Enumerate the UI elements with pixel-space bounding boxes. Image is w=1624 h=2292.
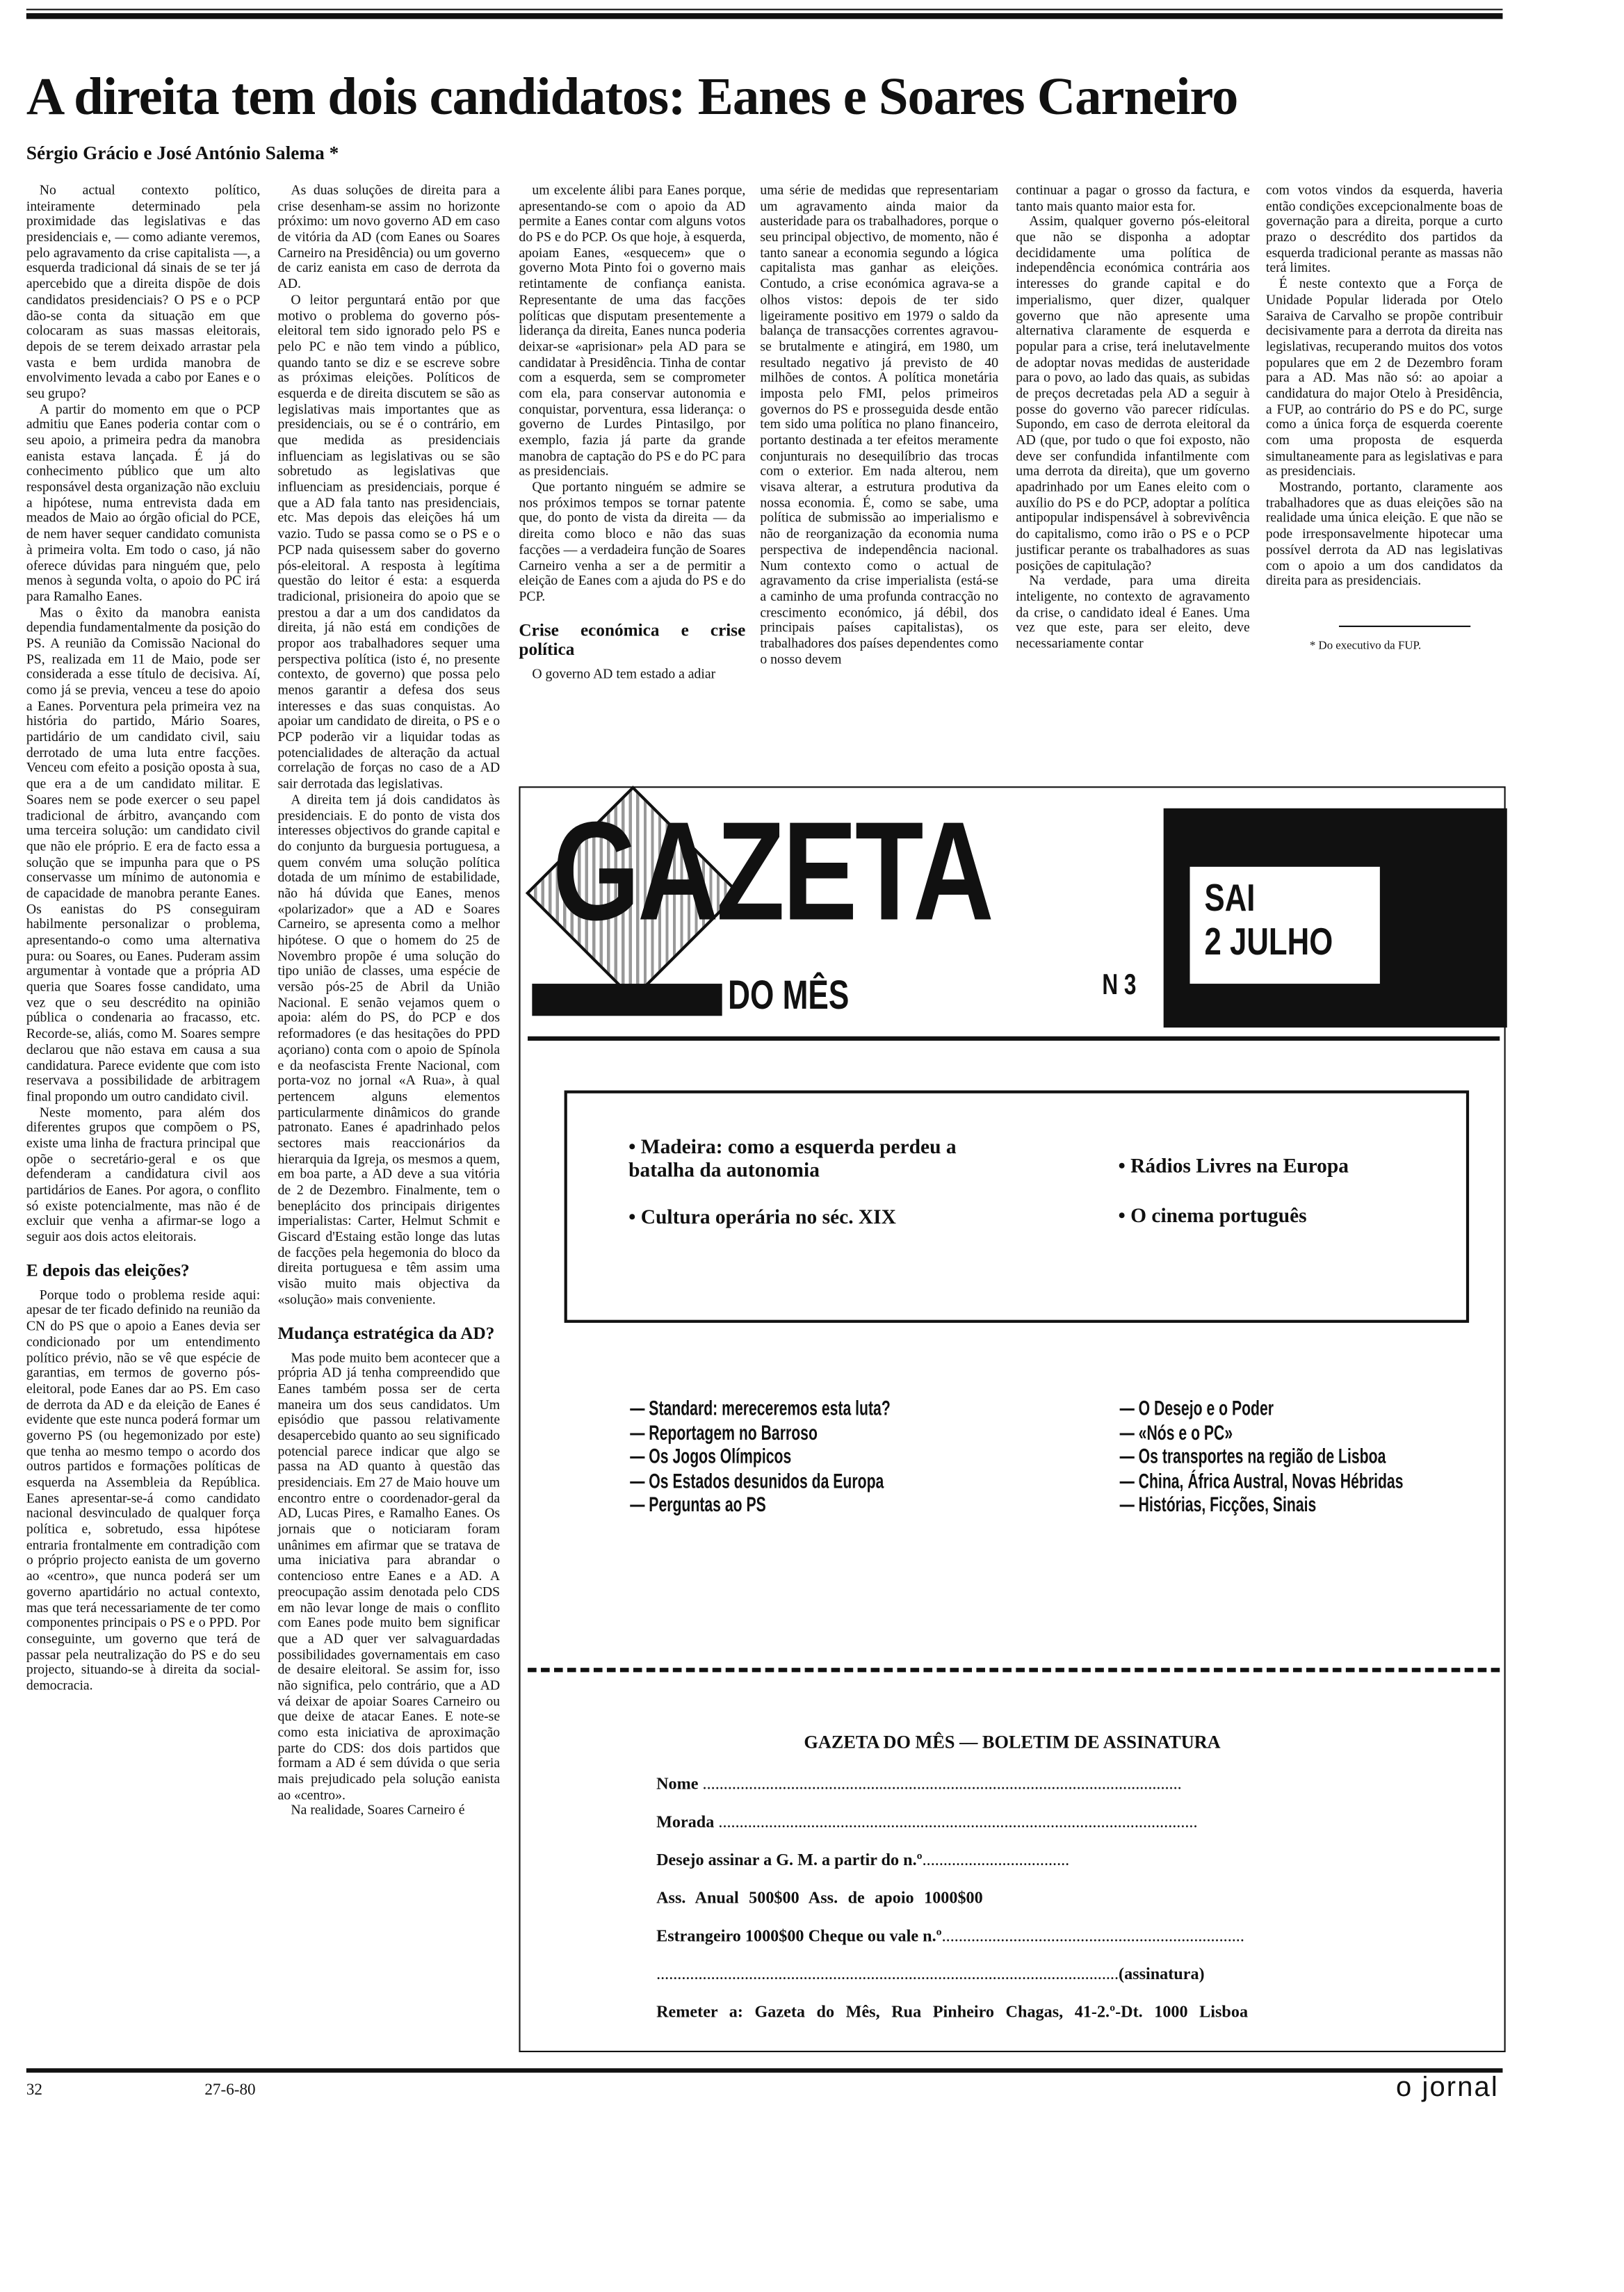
footnote: * Do executivo da FUP.	[1309, 638, 1422, 652]
paragraph: A direita tem já dois candidatos às presidenciais. E do ponto de vista dos interesses objectivos do grande capital e do conjunto da burguesia portuguesa, a quem convém uma solução política dotada de um mínimo de estabilidade, não há dúvida que Eanes, menos «polarizador» que a AD e Soares Carneiro, se apresenta como a melhor hipótese. O que o homem do 25 de Novembro propõe é uma solução do tipo união de classes, uma espécie de versão pós-25 de Abril da União Nacional. E senão vejamos quem o apoia: além do PS, do PCP e dos reformadores (e das hesitações do PPD açoriano) conta com o apoio de Spínola e da neofascista Frente Nacional, com porta-voz no jornal «A Rua», à qual pertencem alguns elementos particularmente dinâmicos do grande patronato. Eanes é apadrinhado pelos sectores mais reaccionários da hierarquia da Igreja, os mesmos a quem, em boa parte, a AD deve a sua vitória de 2 de Dezembro. Finalmente, tem o beneplácito dos principais dirigentes imperialistas: Carter, Helmut Schmit e Giscard d'Estaing estão longe das lutas de facções pela hegemonia do bloco da direita portuguesa e têm assim uma visão muito mais objectiva da «solução» mais conveniente.	[277, 793, 501, 1308]
paragraph: um excelente álibi para Eanes porque, apresentando-se com o apoio da AD permite a Eanes contar com alguns votos do PS e do PCP. Os que hoje, à esquerda, apoiam Eanes, «esquecem» que o governo Mota Pinto foi o governo mais retintamente de confiança eanista. Representante de uma das facções políticas que disputam presentemente a liderança da direita, Eanes nunca poderia deixar-se «aprisionar» pela AD para se candidatar à Presidência. Tinha de contar com a esquerda, sem se comprometer com ela, para conservar autonomia e conquistar, porventura, essa liderança: o governo de Lurdes Pintasilgo, por exemplo, fazia já parte da grande manobra de captação do PS e do PC para as presidenciais.	[519, 184, 746, 480]
paragraph: É neste contexto que a Força de Unidade Popular liderada por Otelo Saraiva de Carvalho se propõe contribuir decisivamente para a derrota da direita nas legislativas, recuperando muitos dos votos populares que em 2 de Dezembro foram para a AD. Mas não só: ao apoiar a candidatura do major Otelo à Presidência, a FUP, ao contrário do PS e do PC, surge como a única força de esquerda coerente com uma proposta de esquerda simultaneamente para as legislativas e para as presidenciais.	[1265, 277, 1503, 480]
logo-subtitle: DO MÊS	[728, 972, 850, 1018]
highlight-item: • O cinema português	[1118, 1205, 1307, 1228]
top-rule	[26, 13, 1503, 19]
bottom-rule	[26, 2068, 1503, 2072]
masthead-logo: o jornal	[1395, 2072, 1499, 2104]
list-item: — China, África Austral, Novas Hébridas	[1119, 1468, 1404, 1492]
top-rule-thin	[26, 9, 1503, 10]
footnote-rule	[1339, 626, 1470, 627]
column-6	[1266, 184, 1503, 654]
paragraph: Mas o êxito da manobra eanista dependia fundamentalmente da posição do PS. A reunião da Comissão Nacional do PS, realizada em 11 de Maio, pode ser considerada a esse título de decisiva. Aí, como já se previa, venceu a tese do apoio a Eanes. Porventura pela primeira vez na história do partido, Mário Soares, partidário de um candidato civil, saiu derrotado de uma luta entre facções. Venceu com efeito a posição oposta à sua, que era a de um candidato militar. E Soares nem se pode exercer o seu papel tradicional de árbitro, avançando com uma terceira solução: um candidato civil que não ele próprio. E era de facto essa a solução que se impunha para que o PS conservasse um mínimo de autonomia e de capacidade de manobra perante Eanes. Os eanistas do PS conseguiram habilmente personalizar o problema, apresentando-o como uma alternativa pura: ou Soares, ou Eanes. Puderam assim argumentar à vontade que a própria AD queria que Soares fosse candidato, uma vez que o seu descrédito na opinião pública o condenaria ao fracasso, etc. Recorde-se, aliás, como M. Soares sempre declarou que não estava em causa a sua candidatura. Parece evidente que com isto reservava a possibilidade de arbitragem final propondo um outro candidato civil.	[26, 605, 261, 1105]
paragraph: O governo AD tem estado a adiar	[532, 667, 716, 682]
list-item: — Os Estados desunidos da Europa	[630, 1468, 884, 1492]
page-number: 32	[26, 2081, 42, 2099]
subheading: E depois das eleições?	[26, 1259, 190, 1281]
list-item: — Perguntas ao PS	[630, 1492, 766, 1516]
annual-price: Ass. Anual 500$00 Ass. de apoio 1000$00	[656, 1889, 983, 1908]
highlight-item: • Cultura operária no séc. XIX	[628, 1207, 896, 1230]
paragraph: continuar a pagar o grosso da factura, e tanto mais quanto maior esta for.	[1016, 184, 1250, 215]
column-4	[760, 184, 998, 669]
list-item: — Reportagem no Barroso	[630, 1420, 818, 1444]
paragraph: A partir do momento em que o PCP admitiu que Eanes poderia contar com o seu apoio, a primeira pedra da manobra eanista estava lançada. É já do conhecimento público que um alto responsável desta organização não excluiu a hipótese, numa entrevista dada em meados de Maio ao órgão oficial do PCE, de nem haver sequer candidato comunista à primeira volta. Em todo o caso, já não oferece dúvidas para ninguém que, pelo menos à segunda volta, o apoio do PC irá para Ramalho Eanes.	[26, 403, 261, 605]
paragraph: Neste momento, para além dos diferentes grupos que compõem o PS, existe uma linha de fractura principal que opõe o secretário-geral e os que defenderam a candidatura civil aos partidários de Eanes. Por agora, o conflito só existe potencialmente, mas não é de excluir que venha a afirmar-se logo a seguir aos dois actos eleitorais.	[26, 1105, 261, 1246]
black-bar	[532, 984, 722, 1016]
headline: A direita tem dois candidatos: Eanes e Soares Carneiro	[26, 65, 1238, 126]
paragraph: com votos vindos da esquerda, haveria então condições excepcionalmente boas de governação para a direita, porque a curto prazo o descrédito dos partidos da esquerda tradicional perante as massas não terá limites.	[1265, 184, 1503, 277]
paragraph: Assim, qualquer governo pós-eleitoral que não se disponha a adoptar decididamente uma política de independência económica contrária aos interesses do grande capital e do imperialismo, quer dizer, qualquer governo que não apresente uma alternativa claramente de esquerda e popular para a crise, terá inelutavelmente de adoptar novas medidas de austeridade para o povo, ao lado das quais, as subidas de preços decretadas pela AD a seguir à posse do governo vão parecer ridículas. Supondo, em caso de derrota eleitoral da AD (que, por tudo o que foi exposto, não deve ser confundida infantilmente com uma derrota da direita), que um governo apadrinhado por um Eanes eleito com o auxílio do PS e do PCP, adoptar a política antipopular indispensável à sobrevivência do capitalismo, como irão o PS e o PCP justificar perante os trabalhadores as suas posições de capitulação?	[1016, 215, 1250, 574]
release-label: SAI	[1204, 875, 1256, 920]
signature-field[interactable]: ..............................................................................................................(assinatura)	[656, 1965, 1205, 1984]
list-item: — Histórias, Ficções, Sinais	[1119, 1492, 1317, 1516]
paragraph: Na verdade, para uma direita inteligente, no contexto de agravamento da crise, o candidato ideal é Eanes. Uma vez que este, para ser eleito, deve necessariamente contar	[1016, 574, 1250, 652]
name-field[interactable]: Nome ..................................................................................................................	[656, 1775, 1182, 1794]
list-item: — Standard: mereceremos esta luta?	[630, 1395, 891, 1420]
start-issue-field[interactable]: Desejo assinar a G. M. a partir do n.º...................................	[656, 1851, 1070, 1870]
list-item: — «Nós e o PC»	[1119, 1420, 1233, 1444]
list-item: — O Desejo e o Poder	[1119, 1395, 1274, 1420]
highlight-item: • Rádios Livres na Europa	[1118, 1156, 1349, 1178]
column-5	[1016, 184, 1249, 653]
issue-date: 27-6-80	[204, 2081, 256, 2099]
paragraph: Mostrando, portanto, claramente aos trabalhadores que as duas eleições são na realidade uma única eleição. E que não se pode irresponsavelmente hipotecar uma possível derrota da AD nas legislativas com o apoio a um dos candidatos da direita para as presidenciais.	[1265, 480, 1503, 590]
contents-list-left	[630, 1396, 891, 1516]
subheading: Crise económica e crise política	[519, 619, 746, 659]
paragraph: Que portanto ninguém se admire se nos próximos tempos se tornar patente que, do ponto de vista da direita — da direita como bloco e não das suas facções — a verdadeira função de Soares Carneiro venha a ser a de permitir a eleição de Eanes com a ajuda do PS e do PCP.	[519, 480, 746, 605]
release-date: 2 JULHO	[1204, 919, 1333, 964]
paragraph: Na realidade, Soares Carneiro é	[291, 1804, 465, 1819]
list-item: — Os transportes na região de Lisboa	[1119, 1444, 1386, 1468]
paragraph: As duas soluções de direita para a crise desenham-se assim no horizonte próximo: um novo governo AD em caso de vitória da AD (com Eanes ou Soares Carneiro na Presidência) ou um governo de cariz eanista em caso de derrota da AD.	[277, 184, 501, 293]
paragraph: O leitor perguntará então por que motivo o problema do governo pós-eleitoral tem sido ignorado pelo PS e pelo PC e não tem vindo a público, quando tanto se diz e se escreve sobre as próximas eleições. Políticos de esquerda e de direita discutem se são as legislativas mais importantes que as presidenciais, ou se é o contrário, em que medida as presidenciais influenciam as legislativas ou se são sobretudo as legislativas que influenciam as presidenciais, porque é que a AD fala tanto nas presidenciais, etc. Mas depois das eleições há um vazio. Tudo se passa como se o PS e o PCP nada quisessem saber do governo pós-eleitoral. A resposta à legítima questão do leitor é esta: a esquerda tradicional, prisioneira do apoio que se prestou a dar a um dos candidatos da direita, já não está em condições de propor aos trabalhadores sequer uma perspectiva política (isto é, no presente contexto, de governo) que possa pelo menos garantir a defesa dos seus interesses e das suas conquistas. Ao apoiar um candidato de direita, o PS e o PCP poderão vir a liquidar todas as potencialidades de alteração da actual correlação de forças no caso de a AD sair derrotada das legislativas.	[277, 293, 501, 793]
paragraph: Mas pode muito bem acontecer que a própria AD já tenha compreendido que Eanes também possa ser de certa maneira um dos seus candidatos. Um episódio que passou relativamente desapercebido quanto ao seu significado potencial parece indicar que algo se passa na AD quanto à questão das presidenciais. Em 27 de Maio houve um encontro entre o coordenador-geral da AD, Lucas Pires, e Ramalho Eanes. Os jornais que o noticiaram foram unânimes em afirmar que se tratava de uma iniciativa para abrandar o contencioso entre Eanes e a AD. A preocupação assim denotada pelo CDS em não levar longe de mais o conflito com Eanes pode muito bem significar que a AD quer ver salvaguardadas possibilidades governamentais em caso de desaire eleitoral. Se assim for, isso não significa, pelo contrário, que a AD vá deixar de apoiar Soares Carneiro ou que deixe de atacar Eanes. E note-se como esta iniciativa de aproximação parte do CDS: dos dois partidos que formam a AD é sem dúvida o que seria mais prejudicado pela solução eanista ao «centro».	[277, 1351, 501, 1804]
column-2	[277, 184, 500, 1820]
list-item: — Os Jogos Olímpicos	[630, 1444, 792, 1468]
cheque-field[interactable]: Estrangeiro 1000$00 Cheque ou vale n.º........................................................................	[656, 1928, 1244, 1946]
subheading: Mudança estratégica da AD?	[277, 1322, 495, 1343]
form-title: GAZETA DO MÊS — BOLETIM DE ASSINATURA	[804, 1732, 1221, 1753]
paragraph: No actual contexto político, inteiramente determinado pela proximidade das legislativas e das presidenciais e, — como adiante veremos, pelo agravamento da crise capitalista —, a esquerda tradicional dá sinais de se ter já apercebido que a direita dispõe de dois candidatos presidenciais? O PS e o PCP dão-se conta da situação em que colocaram as suas massas eleitorais, depois de se terem deixado arrastar pela vasta e bem urdida manobra de envolvimento levada a cabo por Eanes e o seu grupo?	[26, 184, 261, 403]
issue-number: N 3	[1102, 969, 1137, 1002]
paragraph: uma série de medidas que representariam um agravamento ainda maior da austeridade para os trabalhadores, porque o seu principal objectivo, de momento, não é tanto sanear a economia segundo a lógica capitalista mas ganhar as eleições. Contudo, a crise económica agrava-se a olhos vistos: depois de ter sido ligeiramente positivo em 1979 o saldo da balança de transacções correntes agravou-se brutalmente e atingirá, em 1980, um resultado negativo já previsto de 40 milhões de contos. A política monetária imposta pelo FMI, pelos primeiros governos do PS e prosseguida desde então tem sido uma política no plano financeiro, portanto destinada a ter efeitos meramente conjunturais no desequilíbrio das trocas com o exterior. Em nada alterou, nem visava alterar, a estrutura produtiva da nossa economia. É, como se sabe, uma política de submissão ao imperialismo e não de reorganização da economia numa perspectiva de independência nacional. Num contexto como o actual de agravamento da crise imperialista (está-se a caminho de uma profunda contracção no crescimento económico, já débil, dos principais países capitalistas), os trabalhadores dos países dependentes como o nosso devem	[760, 184, 999, 668]
contents-list-right	[1120, 1396, 1404, 1516]
cut-line	[528, 1668, 1500, 1672]
column-1	[26, 184, 260, 1695]
highlight-item: • Madeira: como a esquerda perdeu a batalha da autonomia	[628, 1137, 957, 1183]
gazeta-logo: GAZETA	[552, 793, 992, 950]
highlights-box	[565, 1091, 1470, 1323]
column-3	[519, 184, 745, 683]
release-box	[1164, 808, 1507, 1027]
address-field[interactable]: Morada ..................................................................................................................	[656, 1814, 1198, 1832]
send-to-address: Remeter a: Gazeta do Mês, Rua Pinheiro Chagas, 41-2.º-Dt. 1000 Lisboa	[656, 2004, 1249, 2022]
paragraph: Porque todo o problema reside aqui: apesar de ter ficado definido na reunião da CN do PS que o apoio a Eanes devia ser condicionado por um entendimento político prévio, não se vê que espécie de garantias, em termos de governo pós-eleitoral, pode Eanes dar ao PS. Em caso de derrota da AD e da eleição de Eanes é evidente que este nunca poderá formar um governo PS (ou hegemonizado por este) que tenha ao mesmo tempo o acordo dos outros partidos e formações políticas de esquerda na Assembleia da República. Eanes apresentar-se-á como candidato nacional desvinculado de qualquer força política e, sobretudo, essa hipótese entraria frontalmente em contradição com o próprio projecto eanista de um governo ao «centro», que nunca poderá ser um governo apartidário no actual contexto, mas que terá necessariamente de ter como componentes principais o PS e o PPD. Por conseguinte, um governo que terá de passar pela neutralização do PS e do seu projecto, situando-se à direita da social-democracia.	[26, 1288, 261, 1694]
gazeta-advertisement	[519, 786, 1505, 2052]
byline: Sérgio Grácio e José António Salema *	[26, 141, 339, 164]
ad-rule	[528, 1037, 1500, 1041]
